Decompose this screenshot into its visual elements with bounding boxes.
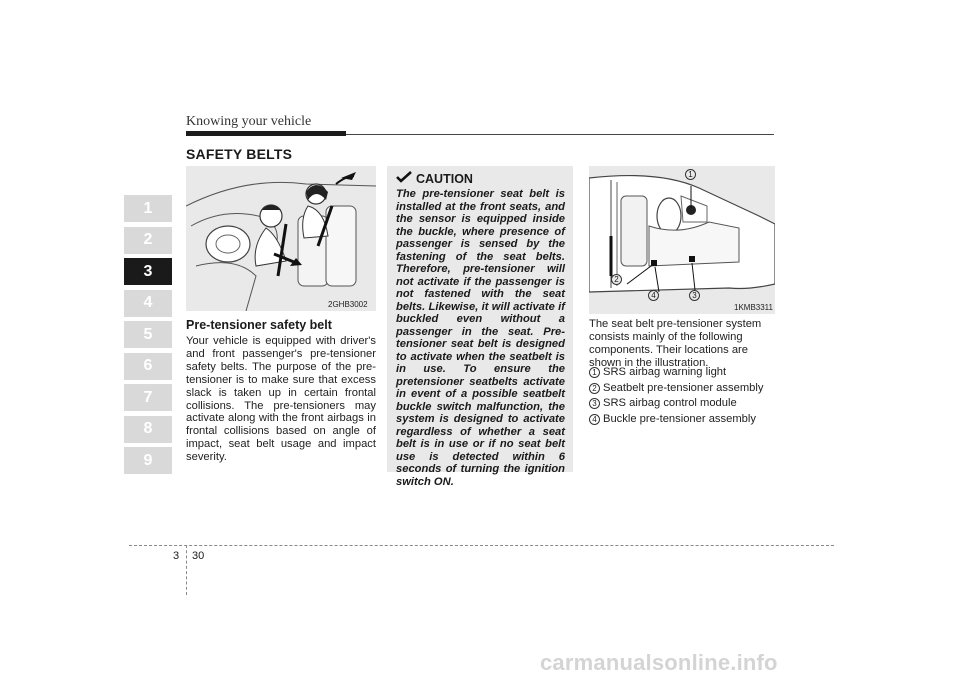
chapter-tab-7[interactable]: 7: [124, 384, 172, 411]
list-number: 1: [589, 367, 600, 378]
list-number: 2: [589, 383, 600, 394]
caution-body: The pre-tensioner seat belt is installed at the front seats, and the sensor is equipped inside the buckle, where presence of passenger is sensed by the fastening of the seat belts. Therefore, pre-tensioner will not activate if the passenger is not fastened with the seat belts. Likewise, it will activate if buckled even without a passenger in the seat. Pre-tensioner seat belt is designed to activate when the seatbelt is in use. To ensure the pretensioner seatbelts activate in event of a possible seatbelt buckle switch malfunction, the system is designed to activate regardless of whether a seat belt is in use or if no seat belt use is detected within 6 seconds of turning the ignition switch ON.: [396, 188, 565, 488]
caution-box: [387, 166, 573, 488]
footer-divider: [186, 545, 187, 595]
list-number: 3: [589, 398, 600, 409]
chapter-tabs: [124, 195, 172, 479]
caution-header: [396, 171, 565, 186]
chapter-tab-1[interactable]: 1: [124, 195, 172, 222]
chapter-tab-5[interactable]: 5: [124, 321, 172, 348]
watermark: carmanualsonline.info: [540, 650, 778, 675]
list-item: 3 SRS airbag control module: [589, 396, 775, 412]
system-intro: The seat belt pre-tensioner system consists mainly of the following components. Their locations are shown in the illustration.: [589, 318, 762, 369]
list-item: 1 SRS airbag warning light: [589, 365, 775, 381]
page-chapter: 3: [173, 550, 180, 562]
car-cutaway-drawing: [589, 166, 775, 314]
chapter-tab-2[interactable]: 2: [124, 227, 172, 254]
figure-code-right: 1KMB3311: [734, 303, 773, 312]
pretensioner-heading: Pre-tensioner safety belt: [186, 318, 332, 332]
chapter-tab-9[interactable]: 9: [124, 447, 172, 474]
chapter-tab-4[interactable]: 4: [124, 290, 172, 317]
callout-2: 2: [611, 274, 622, 285]
pretensioner-body: Your vehicle is equipped with driver's and front passenger's pre-tensioner safety belts. The purpose of the pre-tensioner is to make sure that excess slack is taken up in certain frontal collisions. The pre-tensioners may activate along with the front airbags in frontal collisions based on angle of impact, seat belt usage and impact severity.: [186, 335, 376, 464]
pretensioner-illustration: [186, 166, 376, 311]
caution-heading: CAUTION: [416, 171, 473, 186]
callout-1: 1: [685, 169, 696, 180]
system-illustration: [589, 166, 775, 314]
caution-check-icon: [396, 171, 412, 186]
list-item: 2 Seatbelt pre-tensioner assembly: [589, 381, 775, 397]
page-number: 30: [192, 550, 205, 562]
running-header: Knowing your vehicle: [186, 114, 312, 129]
chapter-tab-6[interactable]: 6: [124, 353, 172, 380]
figure-code-left: 2GHB3002: [328, 300, 368, 309]
component-list: [589, 365, 775, 427]
footer-rule: [129, 545, 834, 546]
list-item: 4 Buckle pre-tensioner assembly: [589, 412, 775, 428]
callout-4: 4: [648, 290, 659, 301]
header-rule-thin: [346, 134, 774, 135]
chapter-tab-3[interactable]: 3: [124, 258, 172, 285]
header-rule-thick: [186, 131, 346, 136]
chapter-tab-8[interactable]: 8: [124, 416, 172, 443]
section-title: SAFETY BELTS: [186, 146, 293, 162]
occupants-drawing: [186, 166, 376, 311]
callout-3: 3: [689, 290, 700, 301]
list-number: 4: [589, 414, 600, 425]
